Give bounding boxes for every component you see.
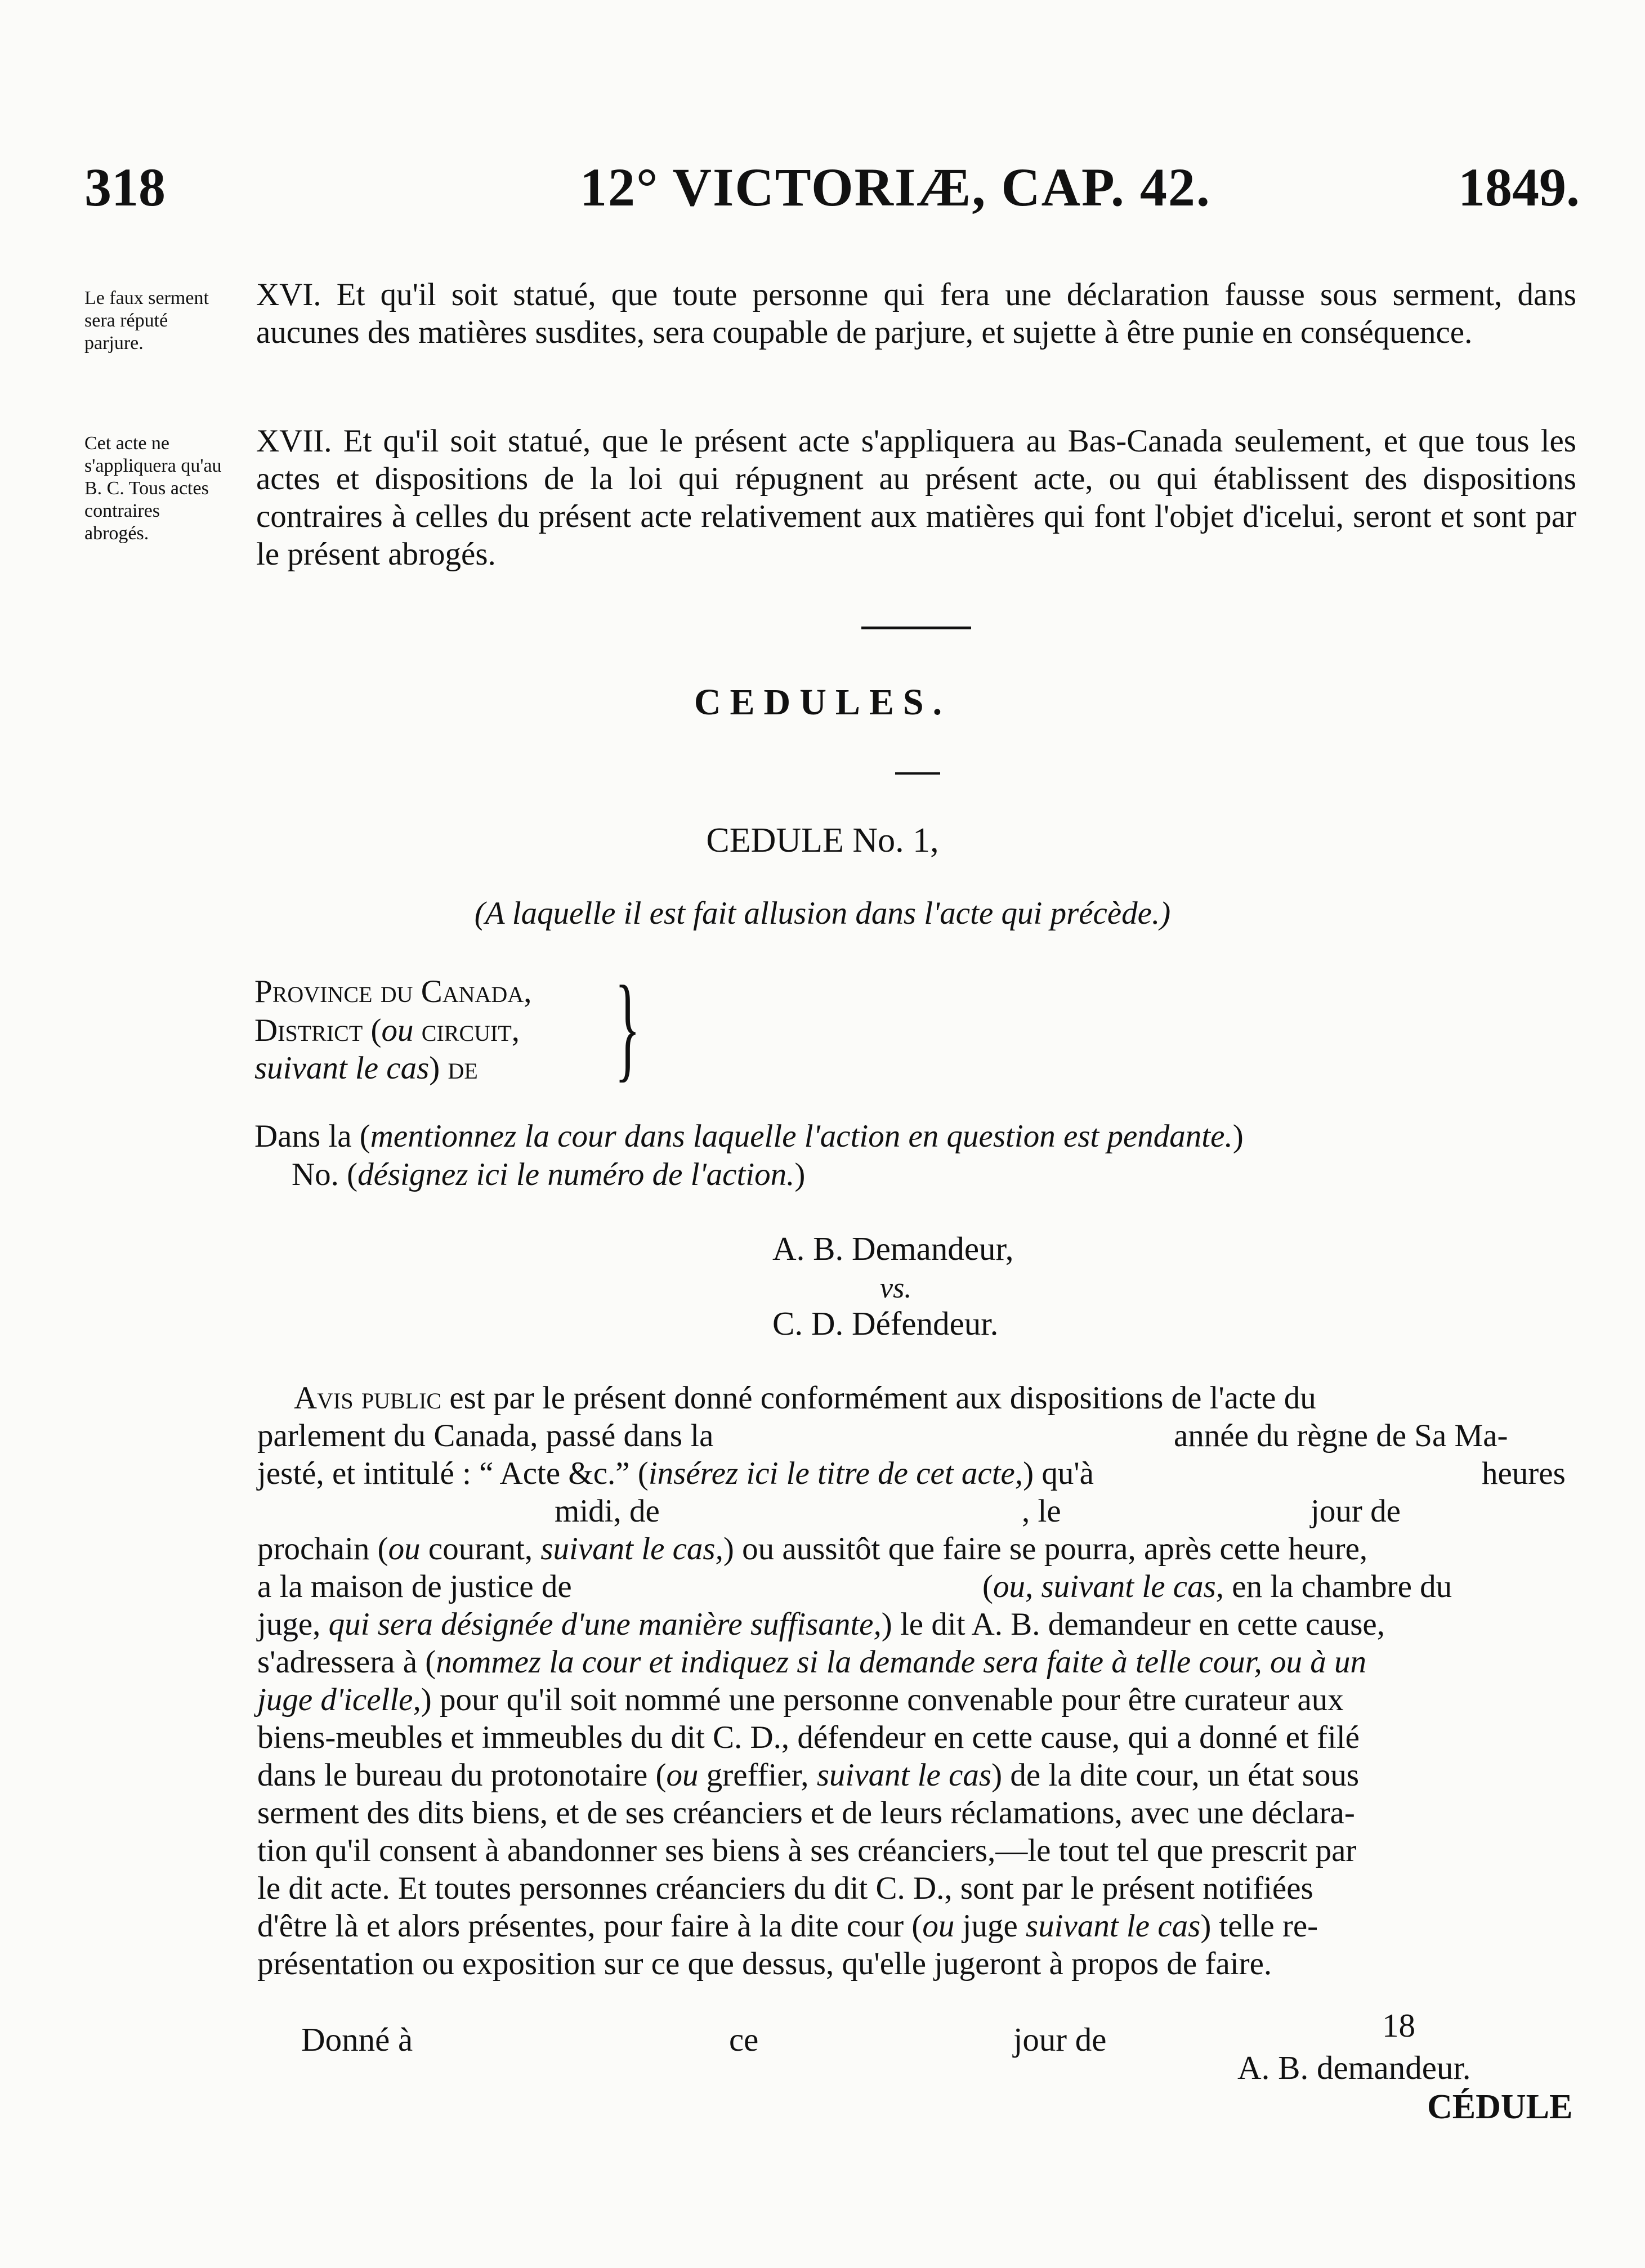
notice-line-4a: midi, de	[555, 1493, 660, 1529]
heading-divider	[895, 772, 940, 775]
notice-line-1: Avis public est par le présent donné conformément aux dispositions de l'acte du	[294, 1380, 1316, 1416]
versus: vs.	[880, 1272, 912, 1304]
notice-line-2a: parlement du Canada, passé dans la	[257, 1418, 714, 1453]
venue-province: Province du Canada,	[254, 974, 532, 1009]
notice-line-5: prochain (ou courant, suivant le cas,) ou aussitôt que faire se pourra, après cette heure,	[257, 1531, 1368, 1567]
notice-line-10: biens-meubles et immeubles du dit C. D., défendeur en cette cause, qui a donné et filé	[257, 1720, 1360, 1755]
notice-line-3d: heures	[1482, 1456, 1566, 1491]
notice-line-11: dans le bureau du protonotaire (ou greffier, suivant le cas) de la dite cour, un état sous	[257, 1757, 1360, 1793]
running-year: 1849.	[1458, 157, 1580, 217]
notice-line-6b: (ou, suivant le cas, en la chambre du	[982, 1569, 1452, 1604]
notice-line-3: jesté, et intitulé : “ Acte &c.” (insérez ici le titre de cet acte,) qu'à	[257, 1456, 1094, 1491]
section-number: XVI.	[256, 277, 321, 312]
running-title: 12° VICTORIÆ, CAP. 42.	[580, 157, 1211, 217]
given-at: Donné à	[301, 2021, 413, 2058]
court-line: Dans la (mentionnez la cour dans laquelle l'action en question est pendante.)	[254, 1119, 1244, 1154]
venue-case: suivant le cas) de	[254, 1050, 478, 1086]
margin-note-xvii: Cet acte ne s'appliquera qu'au B. C. Tous actes contraires abrogés.	[84, 433, 222, 544]
notice-line-16: présentation ou exposition sur ce que dessus, qu'elle jugeront à propos de faire.	[257, 1946, 1272, 1981]
section-divider	[861, 627, 971, 629]
notice-line-12: serment des dits biens, et de ses créanciers et de leurs réclamations, avec une déclara-	[257, 1795, 1355, 1831]
margin-note-xvi: Le faux serment sera réputé parjure.	[84, 288, 209, 354]
section-text: Et qu'il soit statué, que le présent acte s'appliquera au Bas-Canada seulement, et que tous les actes et dispositions de la loi qui répugnent au présent acte, ou qui établissent des dispositions contraires à celles du présent acte relativement aux matières qui font l'objet d'icelui, seront et sont par le présent abrogés.	[256, 423, 1576, 572]
notice-line-9: juge d'icelle,) pour qu'il soit nommé une personne convenable pour être curateur aux	[257, 1682, 1344, 1717]
given-this: ce	[729, 2021, 759, 2058]
schedule-title: CEDULE No. 1,	[706, 821, 939, 860]
notice-line-4b: , le	[1022, 1493, 1061, 1529]
notice-line-8: s'adressera à (nommez la cour et indiquez si la demande sera faite à telle cour, ou à un	[257, 1644, 1367, 1680]
page-number: 318	[84, 157, 166, 217]
venue-district: District (ou circuit,	[254, 1013, 520, 1048]
schedule-subtitle: (A laquelle il est fait allusion dans l'acte qui précède.)	[474, 896, 1171, 931]
notice-line-6a: a la maison de justice de	[257, 1569, 572, 1604]
venue-brace: }	[615, 962, 641, 1093]
notice-line-15: d'être là et alors présentes, pour faire à la dite cour (ou juge suivant le cas) telle re-	[257, 1908, 1318, 1944]
notice-line-4c: jour de	[1311, 1493, 1401, 1529]
section-xvi	[256, 276, 1576, 351]
notice-line-13: tion qu'il consent à abandonner ses biens à ses créanciers,—le tout tel que prescrit par	[257, 1833, 1357, 1868]
plaintiff: A. B. Demandeur,	[772, 1230, 1014, 1267]
section-text: Et qu'il soit statué, que toute personne qui fera une déclaration fausse sous serment, dans aucunes des matières susdites, sera coupable de parjure, et sujette à être punie en conséquence.	[256, 277, 1576, 350]
signature: A. B. demandeur.	[1237, 2049, 1471, 2086]
notice-line-14: le dit acte. Et toutes personnes créanciers du dit C. D., sont par le présent notifiées	[257, 1871, 1313, 1906]
number-line: No. (désignez ici le numéro de l'action.)	[292, 1157, 806, 1192]
given-year: 18	[1382, 2007, 1415, 2044]
notice-line-2b: année du règne de Sa Ma-	[1174, 1418, 1508, 1453]
catchword: CÉDULE	[1427, 2088, 1573, 2126]
section-number: XVII.	[256, 423, 332, 459]
given-day-of: jour de	[1013, 2021, 1107, 2058]
section-xvii	[256, 422, 1576, 573]
schedules-heading: CEDULES.	[694, 682, 951, 723]
notice-line-7: juge, qui sera désignée d'une manière suffisante,) le dit A. B. demandeur en cette cause,	[257, 1607, 1385, 1642]
defendant: C. D. Défendeur.	[772, 1305, 999, 1342]
